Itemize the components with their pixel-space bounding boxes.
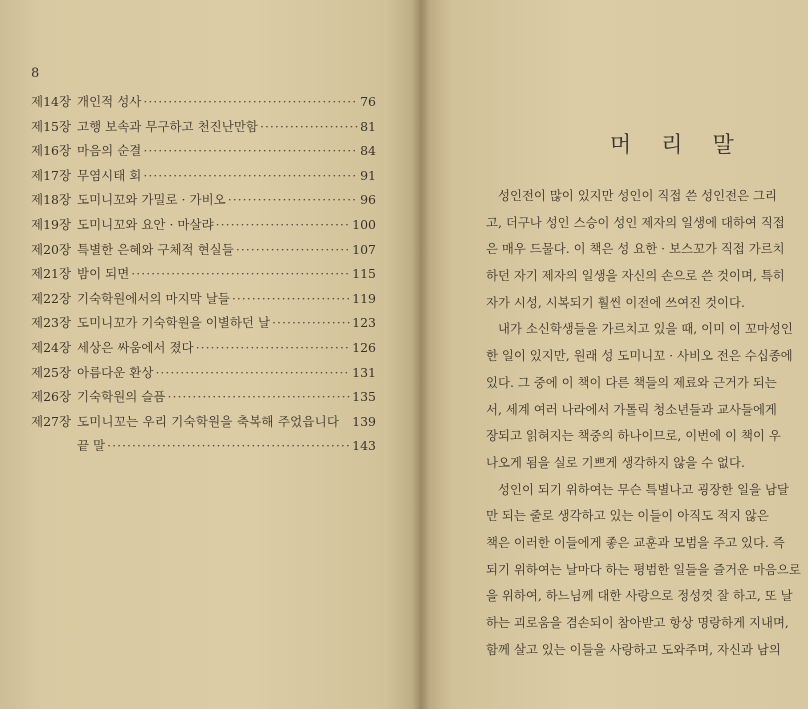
toc-chapter-number: 제18장 xyxy=(31,192,72,208)
page-number: 8 xyxy=(31,66,40,81)
preface-text-line: 하는 괴로움을 겸손되이 참아받고 항상 명랑하게 지내며, xyxy=(486,615,789,630)
toc-leader-dots xyxy=(216,217,350,232)
toc-page-number: 107 xyxy=(352,241,376,257)
toc-chapter-title: 밤이 되면 xyxy=(77,266,130,282)
toc-page-number: 81 xyxy=(360,118,376,134)
toc-chapter-number: 제26장 xyxy=(31,389,72,405)
toc-row xyxy=(31,240,376,265)
preface-text-line: 되기 위하여는 날마다 하는 평범한 일들을 즐거운 마음으로 xyxy=(486,561,801,577)
toc-page-number: 135 xyxy=(352,389,376,405)
toc-leader-dots xyxy=(155,365,350,380)
preface-text-line: 한 일이 있지만, 원래 성 도미니꼬 · 사비오 전은 수십종에 xyxy=(486,348,793,364)
preface-text-line: 장되고 읽혀지는 책중의 하나이므로, 이번에 이 책이 우 xyxy=(486,428,781,444)
toc-row xyxy=(31,412,376,437)
toc-leader-dots xyxy=(143,143,358,158)
table-of-contents xyxy=(31,92,376,461)
toc-row xyxy=(31,215,376,240)
toc-chapter-title: 도미니꼬와 요안 · 마살랴 xyxy=(77,216,214,232)
preface-text-line: 나오게 됨을 실로 기쁘게 생각하지 않을 수 없다. xyxy=(486,454,745,470)
toc-chapter-number: 제22장 xyxy=(31,290,72,306)
toc-leader-dots xyxy=(228,192,358,207)
toc-chapter-title: 기숙학원에서의 마지막 날들 xyxy=(77,290,230,306)
toc-page-number: 126 xyxy=(352,339,376,355)
toc-chapter-number: 제25장 xyxy=(31,364,72,380)
preface-text-line: 있다. 그 중에 이 책이 다른 책들의 제료와 근거가 되는 xyxy=(486,374,777,390)
toc-row xyxy=(31,141,376,166)
toc-row xyxy=(31,166,376,191)
toc-row xyxy=(31,313,376,338)
preface-text-line: 성인전이 많이 있지만 성인이 직접 쓴 성인전은 그리 xyxy=(498,188,777,203)
toc-page-number: 96 xyxy=(360,192,376,208)
toc-chapter-number: 제19장 xyxy=(31,216,72,232)
preface-body xyxy=(486,186,808,656)
toc-chapter-number: 제16장 xyxy=(31,143,72,159)
toc-page-number: 84 xyxy=(360,143,376,159)
preface-text-line: 내가 소신학생들을 가르치고 있을 때, 이미 이 꼬마성인 xyxy=(498,321,793,337)
toc-chapter-title: 도미니꼬가 기숙학원을 이별하던 날 xyxy=(77,315,271,331)
toc-leader-dots xyxy=(168,389,351,404)
toc-leader-dots xyxy=(272,315,350,330)
toc-page-number: 91 xyxy=(360,167,376,183)
preface-title: 머리말 xyxy=(610,133,764,158)
toc-chapter-title: 무염시태 회 xyxy=(77,167,142,183)
toc-leader-dots xyxy=(143,94,358,109)
toc-chapter-number: 제15장 xyxy=(31,118,72,134)
toc-leader-dots xyxy=(131,266,350,281)
toc-row xyxy=(31,387,376,412)
toc-page-number: 123 xyxy=(352,315,376,331)
toc-chapter-title: 기숙학원의 슬픔 xyxy=(77,389,166,405)
toc-chapter-title: 끝 말 xyxy=(77,438,106,454)
preface-text-line: 성인이 되기 위하여는 무슨 특별나고 굉장한 일을 남달 xyxy=(498,481,789,497)
toc-row xyxy=(31,363,376,388)
toc-leader-dots xyxy=(143,168,358,183)
toc-row xyxy=(31,92,376,117)
toc-chapter-title: 도미니꼬는 우리 기숙학원을 축복해 주었읍니다 xyxy=(77,413,340,429)
toc-leader-dots xyxy=(196,340,351,355)
preface-text-line: 책은 이러한 이들에게 좋은 교훈과 모범을 주고 있다. 즉 xyxy=(486,534,785,550)
toc-row xyxy=(31,117,376,142)
toc-row xyxy=(31,436,376,461)
preface-text-line: 만 되는 줄로 생각하고 있는 이들이 아직도 적지 않은 xyxy=(486,508,769,524)
toc-chapter-number: 제20장 xyxy=(31,241,72,257)
toc-row xyxy=(31,338,376,363)
toc-leader-dots xyxy=(236,242,350,257)
toc-chapter-number: 제14장 xyxy=(31,94,72,109)
toc-page-number: 100 xyxy=(352,216,376,232)
toc-leader-dots xyxy=(107,438,350,453)
toc-chapter-number: 제24장 xyxy=(31,339,72,355)
toc-page-number: 139 xyxy=(352,413,376,429)
toc-chapter-title: 아름다운 환상 xyxy=(77,364,154,380)
toc-row xyxy=(31,264,376,289)
preface-text-line: 고, 더구나 성인 스승이 성인 제자의 일생에 대하여 직접 xyxy=(486,214,785,230)
toc-chapter-title: 개인적 성사 xyxy=(77,94,142,109)
preface-text-line: 은 매우 드물다. 이 책은 성 요한 · 보스꼬가 직접 가르치 xyxy=(486,241,785,257)
toc-leader-dots xyxy=(260,119,358,134)
toc-leader-dots xyxy=(232,291,350,306)
toc-chapter-title: 세상은 싸움에서 졌다 xyxy=(77,339,194,355)
book-gutter xyxy=(412,0,430,709)
preface-text-line: 자가 시성, 시복되기 훨씬 이전에 쓰여진 것이다. xyxy=(486,294,745,310)
toc-page-number: 119 xyxy=(352,290,376,306)
toc-chapter-number: 제23장 xyxy=(31,315,72,331)
toc-chapter-title: 도미니꼬와 가밀로 · 가비오 xyxy=(77,192,226,208)
toc-chapter-title: 고행 보속과 무구하고 천진난만함 xyxy=(77,118,258,134)
toc-page-number: 131 xyxy=(352,364,376,380)
preface-text-line: 함께 살고 있는 이들을 사랑하고 도와주며, 자신과 남의 xyxy=(486,641,781,656)
toc-row xyxy=(31,289,376,314)
toc-chapter-title: 마음의 순결 xyxy=(77,143,142,159)
preface-text-line: 하던 자기 제자의 일생을 자신의 손으로 쓴 것이며, 특히 xyxy=(486,268,785,284)
preface-text-line: 서, 세계 여러 나라에서 가톨릭 청소년들과 교사들에게 xyxy=(486,401,777,417)
toc-page-number: 143 xyxy=(352,438,376,454)
toc-chapter-title: 특별한 은혜와 구체적 현실들 xyxy=(77,241,234,257)
preface-text-line: 을 위하여, 하느님께 대한 사랑으로 정성껏 잘 하고, 또 날 xyxy=(486,588,793,604)
toc-chapter-number: 제27장 xyxy=(31,413,72,429)
toc-page-number: 115 xyxy=(352,266,376,282)
toc-page-number: 76 xyxy=(360,94,376,109)
toc-chapter-number: 제17장 xyxy=(31,167,72,183)
toc-chapter-number: 제21장 xyxy=(31,266,72,282)
toc-row xyxy=(31,190,376,215)
